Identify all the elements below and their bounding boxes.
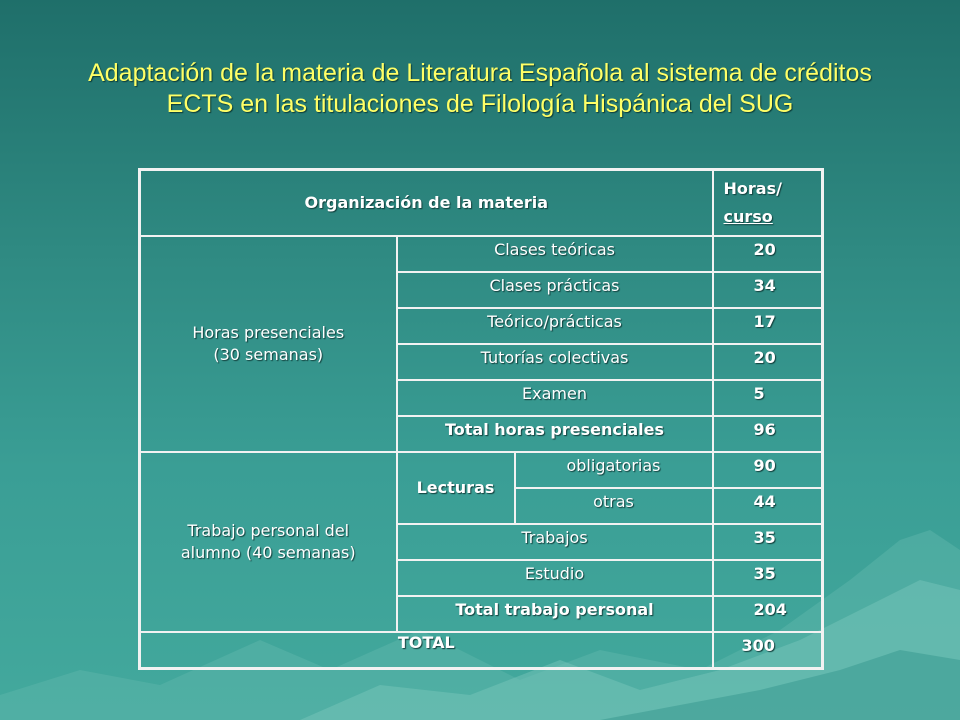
row-value: 34: [713, 272, 823, 308]
slide-title: [20, 58, 940, 120]
subject-organization-table: [138, 168, 824, 670]
total-presencial-value: 96: [713, 416, 823, 452]
row-label: Estudio: [397, 560, 713, 596]
table-header-row: [140, 170, 823, 237]
row-value: 35: [713, 560, 823, 596]
row-value: 44: [713, 488, 823, 524]
group-personal-line2: alumno (40 semanas): [180, 543, 356, 562]
table-row: [140, 452, 823, 488]
total-personal-value: 204: [713, 596, 823, 632]
table-row: [140, 236, 823, 272]
row-label: Trabajos: [397, 524, 713, 560]
group-presencial-line2: (30 semanas): [213, 345, 324, 364]
row-value: 20: [713, 236, 823, 272]
group-presencial-line1: Horas presenciales: [192, 323, 345, 342]
group-personal-line1: Trabajo personal del: [187, 521, 350, 540]
grand-total-label: TOTAL: [140, 632, 713, 669]
grand-total-value: 300: [713, 632, 823, 669]
table-total-row: [140, 632, 823, 669]
header-organization: Organización de la materia: [140, 170, 713, 237]
row-value: 90: [713, 452, 823, 488]
row-label: Teórico/prácticas: [397, 308, 713, 344]
group-personal: [140, 452, 397, 632]
row-label: Examen: [397, 380, 713, 416]
group-presencial: [140, 236, 397, 452]
row-label: Clases prácticas: [397, 272, 713, 308]
row-value: 17: [713, 308, 823, 344]
row-label: otras: [515, 488, 713, 524]
total-personal-label: Total trabajo personal: [397, 596, 713, 632]
title-line-2: ECTS en las titulaciones de Filología Hispánica del SUG: [166, 90, 794, 118]
row-value: 5: [713, 380, 823, 416]
title-line-1: Adaptación de la materia de Literatura Española al sistema de créditos: [88, 59, 872, 87]
header-hours: [713, 170, 823, 237]
header-hours-line1: Horas/: [723, 179, 782, 198]
row-label: Tutorías colectivas: [397, 344, 713, 380]
row-label: Clases teóricas: [397, 236, 713, 272]
header-hours-line2: curso: [723, 207, 773, 226]
total-presencial-label: Total horas presenciales: [397, 416, 713, 452]
lecturas-label: Lecturas: [397, 452, 515, 524]
row-value: 35: [713, 524, 823, 560]
row-label: obligatorias: [515, 452, 713, 488]
row-value: 20: [713, 344, 823, 380]
